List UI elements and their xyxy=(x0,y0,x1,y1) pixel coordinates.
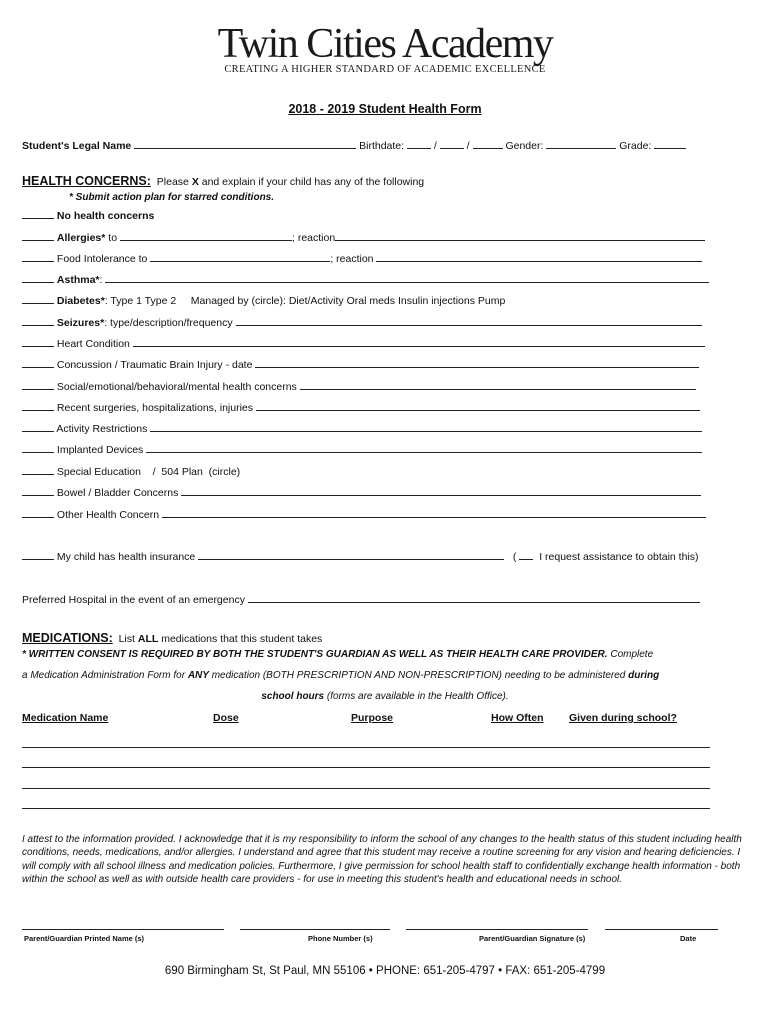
hospital-field[interactable] xyxy=(248,593,700,603)
check-blank[interactable] xyxy=(22,401,54,411)
consent-hours: school hours xyxy=(261,691,325,702)
food-field[interactable] xyxy=(150,252,330,262)
insurance-row: My child has health insurance ( I request assistance to obtain this) xyxy=(22,550,699,563)
other-field[interactable] xyxy=(162,508,706,518)
consent-text: medication (BOTH PRESCRIPTION AND NON-PRESCRIPTION) needing to be administered xyxy=(208,670,629,681)
school-logo xyxy=(0,22,770,75)
check-blank[interactable] xyxy=(22,422,54,432)
concern-row-implanted xyxy=(22,443,702,456)
concern-label: Recent surgeries, hospitalizations, injuries xyxy=(56,402,254,414)
health-concerns-heading: HEALTH CONCERNS: xyxy=(22,174,151,188)
consent-text: a Medication Administration Form for xyxy=(22,670,188,681)
concern-label: Food Intolerance to xyxy=(56,253,148,265)
col-how-often: How Often xyxy=(491,712,544,724)
seizures-field[interactable] xyxy=(236,316,702,326)
grade-field[interactable] xyxy=(654,139,686,149)
printed-name-label: Parent/Guardian Printed Name (s) xyxy=(24,934,145,943)
printed-name-line[interactable] xyxy=(22,929,224,930)
social-field[interactable] xyxy=(300,380,696,390)
concern-row-food xyxy=(22,252,702,265)
concern-label: Special Education / 504 Plan (circle) xyxy=(56,466,241,478)
concern-label: Seizures* xyxy=(56,317,105,329)
concern-row-other xyxy=(22,508,706,521)
concern-label: Allergies* xyxy=(56,232,106,244)
concern-label: Implanted Devices xyxy=(56,444,144,456)
gender-field[interactable] xyxy=(546,139,616,149)
check-blank[interactable] xyxy=(22,316,54,326)
check-blank[interactable] xyxy=(22,465,54,475)
health-intro-x: X xyxy=(191,176,199,188)
concern-text: to xyxy=(108,232,118,244)
check-blank[interactable] xyxy=(22,294,54,304)
asthma-field[interactable] xyxy=(105,273,709,283)
legal-name-label: Student's Legal Name xyxy=(22,140,132,152)
check-blank[interactable] xyxy=(22,443,54,453)
concern-row-special-ed xyxy=(22,465,240,478)
consent-line-1 xyxy=(22,649,653,660)
birth-year-field[interactable] xyxy=(473,139,503,149)
form-title: 2018 - 2019 Student Health Form xyxy=(288,102,482,116)
heart-field[interactable] xyxy=(133,337,705,347)
grade-label: Grade: xyxy=(619,140,652,152)
concern-row-activity xyxy=(22,422,702,435)
insurance-label: My child has health insurance xyxy=(56,551,196,563)
medications-heading: MEDICATIONS: xyxy=(22,631,113,645)
implanted-field[interactable] xyxy=(146,443,702,453)
diabetes-types: : Type 1 Type 2 xyxy=(104,295,177,307)
consent-any: ANY xyxy=(187,670,209,681)
col-purpose: Purpose xyxy=(351,712,394,724)
attestation-paragraph: I attest to the information provided. I acknowledge that it is my responsibility to inform the school of any changes to the health status of this student including health conditions, needs, medications, and/or allergies. I understand and agree that this student may receive a routine screening for any vision and hearing deficiencies. I will comply with all school illness and medication policies. Furthermore, I give permission for school health staff to confidentially exchange health information - both within the school as well as with outside health care providers - for use in meeting this student's health and educational needs in school. xyxy=(22,834,742,886)
col-dose: Dose xyxy=(213,712,239,724)
gender-label: Gender: xyxy=(505,140,544,152)
check-blank[interactable] xyxy=(22,252,54,262)
concern-label: Concussion / Traumatic Brain Injury - date xyxy=(56,359,253,371)
concern-label: Social/emotional/behavioral/mental health concerns xyxy=(56,381,297,393)
med-intro-text-2: medications that this student takes xyxy=(161,633,323,645)
check-blank[interactable] xyxy=(22,550,54,560)
insurance-field[interactable] xyxy=(198,550,504,560)
hospital-label: Preferred Hospital in the event of an emergency xyxy=(22,594,245,606)
signature-line[interactable] xyxy=(406,929,588,930)
concern-label: Other Health Concern xyxy=(56,509,160,521)
concern-row-concussion xyxy=(22,358,699,371)
hospital-row xyxy=(22,593,700,606)
student-info-row: Student's Legal Name Birthdate: / / Gender: Grade: xyxy=(22,139,686,152)
concern-row-social xyxy=(22,380,696,393)
birth-month-field[interactable] xyxy=(407,139,431,149)
diabetes-managed: Managed by (circle): Diet/Activity Oral meds Insulin injections Pump xyxy=(190,295,506,307)
starred-note: * Submit action plan for starred conditions. xyxy=(69,192,275,203)
medication-line[interactable] xyxy=(22,808,710,809)
concern-label: Heart Condition xyxy=(56,338,130,350)
date-label: Date xyxy=(680,934,697,943)
col-given-during-school: Given during school? xyxy=(569,712,677,724)
consent-rest: Complete xyxy=(607,649,654,660)
concern-text: ; reaction xyxy=(330,253,374,265)
phone-label: Phone Number (s) xyxy=(308,934,373,943)
bowel-field[interactable] xyxy=(181,486,701,496)
consent-line-2 xyxy=(22,670,659,681)
consent-bold: * WRITTEN CONSENT IS REQUIRED BY BOTH THE STUDENT'S GUARDIAN AS WELL AS THEIR HEALTH CARE PROVIDER. xyxy=(22,649,608,660)
concern-text: ; reaction xyxy=(291,232,336,244)
consent-text: (forms are available in the Health Office). xyxy=(324,691,509,702)
concern-label: Diabetes* xyxy=(56,295,105,307)
concern-row-allergies xyxy=(22,231,705,244)
medications-header xyxy=(22,631,322,645)
concussion-field[interactable] xyxy=(255,358,699,368)
signature-label: Parent/Guardian Signature (s) xyxy=(479,934,586,943)
check-blank[interactable] xyxy=(22,337,54,347)
surgeries-field[interactable] xyxy=(256,401,700,411)
school-tagline: CREATING A HIGHER STANDARD OF ACADEMIC EXCELLENCE xyxy=(224,64,546,75)
consent-during: during xyxy=(628,670,660,681)
medication-line[interactable] xyxy=(22,767,710,768)
concern-label: Activity Restrictions xyxy=(56,423,148,435)
concern-row-asthma: Asthma*: xyxy=(22,273,709,286)
consent-line-3 xyxy=(0,691,770,702)
health-intro-text: Please xyxy=(156,176,189,188)
concern-label: Asthma* xyxy=(56,274,100,286)
check-blank[interactable] xyxy=(22,209,54,219)
concern-row-none xyxy=(22,209,154,222)
concern-row-bowel xyxy=(22,486,701,499)
insurance-assist: I request assistance to obtain this) xyxy=(539,551,699,563)
birthdate-label: Birthdate: xyxy=(359,140,405,152)
check-blank[interactable] xyxy=(22,358,54,368)
check-blank[interactable] xyxy=(22,380,54,390)
check-blank[interactable] xyxy=(22,273,54,283)
medication-line[interactable] xyxy=(22,747,710,748)
school-name: Twin Cities Academy xyxy=(217,21,553,67)
concern-text: : type/description/frequency xyxy=(104,317,233,329)
allergy-to-field[interactable] xyxy=(120,231,292,241)
date-line[interactable] xyxy=(605,929,718,930)
medication-line[interactable] xyxy=(22,788,710,789)
allergy-reaction-field[interactable] xyxy=(335,231,705,241)
concern-label: No health concerns xyxy=(56,210,155,222)
health-concerns-header xyxy=(22,174,424,188)
concern-label: Bowel / Bladder Concerns xyxy=(56,487,179,499)
assist-check[interactable] xyxy=(519,550,533,560)
check-blank[interactable] xyxy=(22,486,54,496)
footer-address: 690 Birmingham St, St Paul, MN 55106 • PHONE: 651-205-4797 • FAX: 651-205-4799 xyxy=(164,965,606,977)
activity-field[interactable] xyxy=(150,422,702,432)
check-blank[interactable] xyxy=(22,508,54,518)
legal-name-field[interactable] xyxy=(134,139,356,149)
concern-row-heart xyxy=(22,337,705,350)
check-blank[interactable] xyxy=(22,231,54,241)
med-intro-all: ALL xyxy=(137,633,159,645)
food-reaction-field[interactable] xyxy=(376,252,702,262)
phone-line[interactable] xyxy=(240,929,390,930)
concern-row-surgeries xyxy=(22,401,700,414)
med-intro-text: List xyxy=(118,633,135,645)
col-medication-name: Medication Name xyxy=(22,712,109,724)
health-intro-text-2: and explain if your child has any of the following xyxy=(201,176,425,188)
birth-day-field[interactable] xyxy=(440,139,464,149)
concern-row-diabetes xyxy=(22,294,505,307)
concern-row-seizures xyxy=(22,316,702,329)
